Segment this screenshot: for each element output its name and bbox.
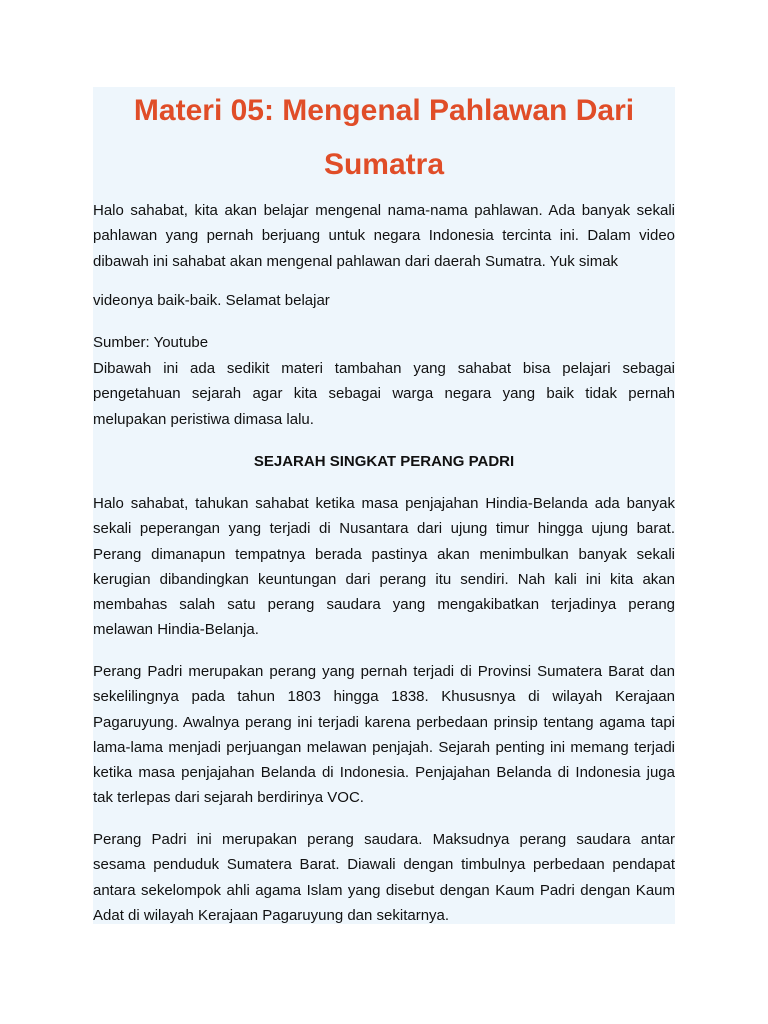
intro-paragraph: Halo sahabat, kita akan belajar mengenal nama-nama pahlawan. Ada banyak sekali pahlawan yang pernah berjuang untuk negara Indonesia tercinta ini. Dalam video dibawah ini sahabat akan mengenal pahlawan dari daerah Sumatra. Yuk simak	[93, 202, 675, 270]
paragraph-3: Perang Padri ini merupakan perang saudara. Maksudnya perang saudara antar sesama penduduk Sumatera Barat. Diawali dengan timbulnya perbedaan pendapat antara sekelompok ahli agama Islam yang disebut dengan Kaum Padri dengan Kaum Adat di wilayah Kerajaan Pagaruyung dan sekitarnya.	[93, 831, 675, 924]
extra-material-paragraph: Dibawah ini ada sedikit materi tambahan yang sahabat bisa pelajari sebagai pengetahuan sejarah agar kita sebagai warga negara yang baik tidak pernah melupakan peristiwa dimasa lalu.	[93, 360, 675, 428]
section-heading: SEJARAH SINGKAT PERANG PADRI	[253, 453, 515, 470]
source-line: Sumber: Youtube	[93, 334, 209, 351]
paragraph-2: Perang Padri merupakan perang yang pernah terjadi di Provinsi Sumatera Barat dan sekelilingnya pada tahun 1803 hingga 1838. Khususnya di wilayah Kerajaan Pagaruyung. Awalnya perang ini terjadi karena perbedaan prinsip tentang agama tapi lama-lama menjadi perjuangan melawan penjajah. Sejarah penting ini memang terjadi ketika masa penjajahan Belanda di Indonesia. Penjajahan Belanda di Indonesia juga tak terlepas dari sejarah berdirinya VOC.	[93, 663, 675, 807]
intro-continued: videonya baik-baik. Selamat belajar	[93, 292, 330, 309]
paragraph-1: Halo sahabat, tahukan sahabat ketika masa penjajahan Hindia-Belanda ada banyak sekali peperangan yang terjadi di Nusantara dari ujung timur hingga ujung barat. Perang dimanapun tempatnya berada pastinya akan menimbulkan banyak sekali kerugian dibandingkan keuntungan dari perang itu sendiri. Nah kali ini kita akan membahas salah satu perang saudara yang mengakibatkan terjadinya perang melawan Hindia-Belanja.	[93, 495, 675, 639]
page-title: Materi 05: Mengenal Pahlawan Dari Sumatra	[133, 94, 635, 181]
